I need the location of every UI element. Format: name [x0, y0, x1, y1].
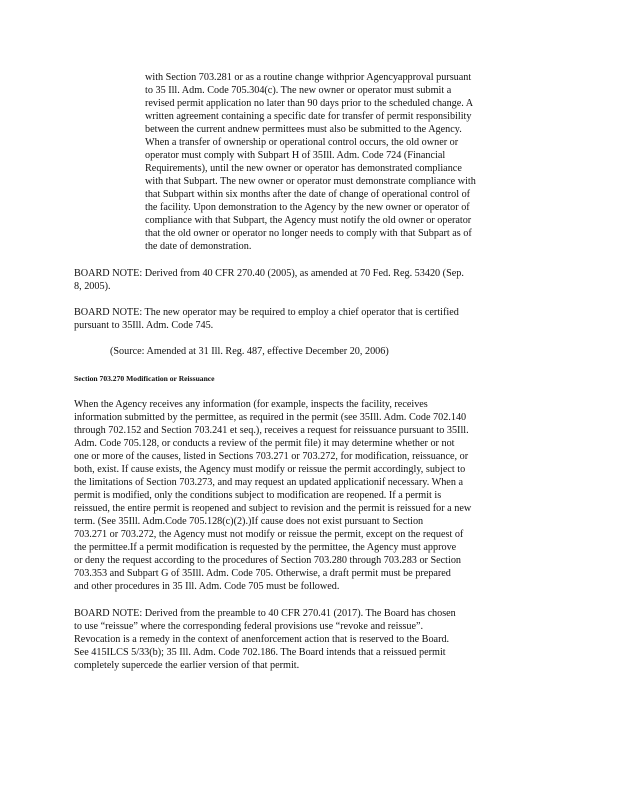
text-line: one or more of the causes, listed in Sections 703.271 or 703.272, for modification, reissuance, or [74, 451, 469, 462]
text-line: to 35 Ill. Adm. Code 705.304(c). The new owner or operator must submit a [145, 85, 452, 96]
text-line: Adm. Code 705.128, or conducts a review of the permit file) it may determine whether or not [74, 438, 455, 449]
text-line: See 415ILCS 5/33(b); 35 Ill. Adm. Code 702.186. The Board intends that a reissued permit [74, 647, 446, 658]
text-line: with that Subpart. The new owner or operator must demonstrate compliance with [145, 176, 476, 187]
text-line: term. (See 35Ill. Adm.Code 705.128(c)(2).)If cause does not exist pursuant to Section [74, 516, 424, 527]
text-line: reissued, the entire permit is reopened and subject to revision and the permit is reissued for a new [74, 503, 472, 514]
text-line: that the old owner or operator no longer needs to comply with that Subpart as of [145, 228, 472, 239]
text-line: written agreement containing a specific date for transfer of permit responsibility [145, 111, 472, 122]
text-line: 8, 2005). [74, 281, 111, 292]
text-line: BOARD NOTE: The new operator may be required to employ a chief operator that is certified [74, 307, 459, 318]
text-line: that Subpart within six months after the date of change of operational control of [145, 189, 471, 200]
text-line: When a transfer of ownership or operational control occurs, the old owner or [145, 137, 459, 148]
text-line: permit is modified, only the conditions subject to modification are reopened. If a permit is [74, 490, 442, 501]
text-line: through 702.152 and Section 703.241 et seq.), receives a request for reissuance pursuant to 35Ill. [74, 425, 469, 436]
text-line: and other procedures in 35 Ill. Adm. Code 705 must be followed. [74, 581, 340, 592]
text-line: 703.353 and Subpart G of 35Ill. Adm. Code 705. Otherwise, a draft permit must be prepared [74, 568, 451, 579]
section-heading: Section 703.270 Modification or Reissuance [74, 374, 215, 383]
text-line: Revocation is a remedy in the context of anenforcement action that is reserved to the Board. [74, 634, 450, 645]
text-line: BOARD NOTE: Derived from 40 CFR 270.40 (2005), as amended at 70 Fed. Reg. 53420 (Sep. [74, 268, 464, 279]
source-note: (Source: Amended at 31 Ill. Reg. 487, effective December 20, 2006) [110, 346, 389, 357]
text-line: or deny the request according to the procedures of Section 703.280 through 703.283 or Section [74, 555, 462, 566]
text-line: the facility. Upon demonstration to the Agency by the new owner or operator of [145, 202, 470, 213]
text-line: 703.271 or 703.272, the Agency must not modify or reissue the permit, except on the request of [74, 529, 464, 540]
text-line: the date of demonstration. [145, 241, 252, 252]
text-line: completely supercede the earlier version of that permit. [74, 660, 300, 671]
text-line: the permittee.If a permit modification is requested by the permittee, the Agency must approve [74, 542, 457, 553]
text-line: information submitted by the permittee, as required in the permit (see 35Ill. Adm. Code 702.140 [74, 412, 467, 423]
text-line: compliance with that Subpart, the Agency must notify the old owner or operator [145, 215, 472, 226]
text-line: to use “reissue” where the corresponding federal provisions use “revoke and reissue”. [74, 621, 424, 632]
text-line: revised permit application no later than 90 days prior to the scheduled change. A [145, 98, 474, 109]
text-line: between the current andnew permittees must also be submitted to the Agency. [145, 124, 462, 135]
text-line: operator must comply with Subpart H of 35Ill. Adm. Code 724 (Financial [145, 150, 446, 161]
text-line: pursuant to 35Ill. Adm. Code 745. [74, 320, 214, 331]
text-line: the limitations of Section 703.273, and may request an updated applicationif necessary. When a [74, 477, 463, 488]
text-line: Requirements), until the new owner or operator has demonstrated compliance [145, 163, 462, 174]
text-line: both, exist. If cause exists, the Agency must modify or reissue the permit accordingly, subject to [74, 464, 466, 475]
text-line: BOARD NOTE: Derived from the preamble to 40 CFR 270.41 (2017). The Board has chosen [74, 608, 456, 619]
text-line: When the Agency receives any information (for example, inspects the facility, receives [74, 399, 428, 410]
text-line: with Section 703.281 or as a routine change withprior Agencyapproval pursuant [145, 72, 472, 83]
